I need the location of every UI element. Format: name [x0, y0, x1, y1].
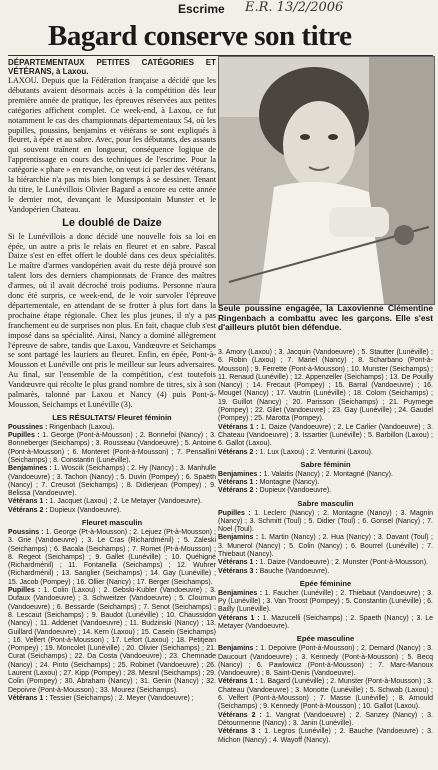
results-line	[8, 498, 216, 506]
results-category-label: Vétérans 1 :	[8, 694, 48, 702]
results-line	[218, 590, 433, 615]
results-text: 1. Colin (Laxou) ; 2. Gebski-Kubler (Vandoeuvre) ; 3. Dufaux (Vandoeuvre) ; 3. Schweitzer (Vandoeuvre) ; 5. Cloumun (Vandoeuvre) ; 6. Bessarde (Seichamps) ; 7. Senot (Seichamps) ; 8. Lescaut (Seichamps) ; 9. Baudot (Lunéville) ; 10. Chaussidon (Nancy) ; 11. Addenet (Vandoeuvre) ; 11. Budzinski (Nancy) ; 13. Guillard (Vandoeuvre) ; 14. Kern (Laxou) ; 15. Casein (Seichamps) ; 16. Velfert (Pont-à-Mousson) ; 17. Lefort (Laxou) ; 18. Petitjean (Pompey) ; 19. Moncolet (Lunéville) ; 20. Olivier (Seichamps) ; 21. Curat (Seichamps) ; 22. Da Costa (Vandoeuvre) ; 23. Chemnade (Nancy) ; 24. Pinto (Seichamps) ; 25. Robinet (Vandoeuvre) ; 26. Laurent (Laxou) ; 27. Kipp (Pompey) ; 28. Mesnil (Seichamps) ; 29. Colin (Pompey) ; 30. Abraham (Nancy) ; 31. Genin (Nancy) ; 32. Depoivre (Pont-à-Mousson) ; 33. Mourez (Seichamps).	[8, 587, 216, 694]
results-category-heading: Sabre masculin	[297, 498, 354, 508]
results-text: Montagne (Nancy).	[259, 479, 320, 487]
results-category-heading: Sabre féminin	[300, 459, 351, 469]
results-text: Tessier (Seichamps) ; 2. Meyer (Vandoeuvre) ;	[49, 694, 194, 702]
results-text: 1. Martin (Nancy) ; 2. Hua (Nancy) ; 3. Davant (Toul) ; 3. Munerol (Nancy) ; 5. Colin (Nancy) ; 6. Bourrel (Lunéville) ; 7. Thiebaut (Nancy).	[218, 534, 433, 559]
photo-caption: Seule poussine engagée, la Laxovienne Clémentine Ringenbach a combattu avec les garçons. Elle s'est d'ailleurs plutôt bien défendue.	[218, 303, 433, 332]
results-category-label: Vétérans 3 :	[218, 567, 258, 575]
results-line	[218, 728, 433, 745]
results-line	[218, 645, 433, 678]
results-text: 1. Leclerc (Nancy) ; 2. Montagne (Nancy) ; 3. Magnin (Nancy) ; 3. Schmitt (Toul) ; 5. Didier (Toul) ; 6. Gonsel (Nancy) ; 7. Noel (Toul).	[218, 509, 433, 534]
results-text: 1. Valaitis (Nancy) ; 2. Montagné (Nancy).	[263, 470, 393, 478]
right-column	[218, 349, 433, 745]
results-line	[8, 424, 216, 432]
results-text: 1. Depoivre (Pont-à-Mousson) ; 2. Demard (Nancy) ; 3. Daucourt (Vandoeuvre) ; 3. Kennedy (Pont-à-Mousson) ; 5. Becq (Nancy) ; 6. Pawlowicz (Pont-à-Mousson) ; 7. Marc-Manoux (Vandoeuvre) ; 8. Saint-Denis (Vandoeuvre).	[218, 645, 433, 678]
results-line	[218, 487, 433, 495]
photo-fencer-child	[218, 56, 435, 305]
results-line	[8, 695, 216, 703]
results-line	[8, 507, 216, 515]
results-line	[8, 465, 216, 498]
results-text: 1. Faucher (Lunéville) ; 2. Thiebaut (Vandoeuvre) ; 3. Py (Lunéville) ; 3. Van Troost (Pompey) ; 5. Constantin (Lunéville) ; 6. Bailly (Lunéville).	[218, 589, 433, 614]
headline: Bagard conserve son titre	[48, 20, 352, 52]
results-category-label: Vétérans 2 :	[218, 448, 258, 456]
results-line	[218, 712, 433, 729]
results-category-label: Pupilles :	[8, 587, 41, 595]
results-line	[218, 479, 433, 487]
results-text: Dupieux (Vandoeuvre).	[49, 506, 122, 514]
results-category-label: Vétérans 2 :	[8, 506, 48, 514]
results-category-heading: Fleuret masculin	[81, 518, 143, 528]
results-line	[218, 424, 433, 449]
results-text: Dupieux (Vandoeuvre).	[259, 487, 332, 495]
results-line	[218, 678, 433, 711]
results-line	[8, 587, 216, 695]
results-text: 1. George (Pont-à-Mousson) ; 2. Bonnefoi (Nancy) ; 3. Bonneberger (Seichamps) ; 3. Rousseau (Vandoeuvre) ; 5. Antoine (Pont-à-Mousson) ; 6. Monteret (Pont-à-Mousson) ; 7. Pensallini (Seichamps) ; 8. Constantin (Lunéville).	[8, 432, 216, 464]
results-category-label: Vétérans 2 :	[218, 711, 262, 719]
results-category-heading: Epée masculine	[296, 634, 355, 644]
results-line	[8, 432, 216, 465]
results-category-label: Vétérans 1 :	[218, 678, 258, 686]
results-list-right	[218, 349, 433, 745]
results-text: 1. Jacquet (Laxou) ; 2. Le Metayer (Vandoeuvre).	[49, 498, 203, 506]
results-category-label: Pupilles :	[8, 432, 40, 440]
results-text: 1. Daize (Vandoeuvre) ; 2. Le Carlier (Vandoeuvre) ; 3. Chateau (Vandoeuvre) ; 3. Issartier (Lunéville) ; 5. Barbillon (Laxou) ; 6. Gallot (Laxou).	[218, 423, 433, 448]
results-category-label: Poussines :	[8, 423, 48, 431]
results-text: 1. Vangrat (Vandoeuvre) ; 2. Sanzey (Nancy) ; 3. Détourmenne (Nancy) ; 3. Janin (Lunéville).	[218, 711, 433, 727]
left-column	[8, 58, 216, 703]
body-paragraph: Si le Lunévillois a donc décidé une nouvelle fois sa loi en épée, un autre a pris le relais en fleuret et en sabre. Pascal Daize s'est en effet offert le doublé dans ces deux spécialités. Le maître d'armes vandopérien avait du reste déjà prouvé son talent lors des derniers championnats de France des maîtres d'armes, où il avait décroché trois podiums. Personne n'aura donc été surpris, ce week-end, de le voir survoler l'épreuve départementale, en attendant de se frotter à plus fort dans la prochaine étape régionale. Chez les plus jeunes, il n'y a pas franchement eu de surprises non plus. En fait, chaque club s'est imposé dans sa spécialité. Ainsi, Nancy a dominé allègrement l'épreuve de sabre, tandis que Laxou, Vandœuvre et Seichamps se sont partagé les lauriers au fleuret. Enfin, en épée, Pont-à-Mousson et Lunéville ont pris le meilleur sur leurs adversaires. Au final, sur l'ensemble de la compétition, c'est toutefois Vandœuvre qui récolte le plus grand nombre de titres, six à son palmarès, talonné par Laxou et Nancy (4) puis Pont-à-Mousson, Seichamps et Lunéville (3).	[8, 231, 216, 409]
handwritten-date-note: E.R. 13/2/2006	[245, 0, 344, 15]
results-line	[8, 529, 216, 587]
results-text: 1. Daize (Vandoeuvre) ; 2. Munster (Pont-à-Mousson).	[259, 559, 428, 567]
results-category-heading: Epée féminine	[299, 578, 352, 588]
subheading: Le doublé de Daize	[62, 216, 162, 229]
results-line	[218, 449, 433, 457]
results-line	[218, 510, 433, 535]
results-line	[218, 559, 433, 567]
results-title: LES RÉSULTATS/ Fleuret féminin	[52, 412, 172, 422]
results-category-label: Vétérans 1 :	[218, 479, 258, 487]
results-category-label: Vétérans 1 :	[218, 614, 260, 622]
results-category-label: Poussins :	[8, 528, 44, 536]
results-line	[218, 568, 433, 576]
results-category-label: Benjamins :	[218, 534, 259, 542]
results-category-label: Benjamins :	[218, 645, 258, 653]
photo-illustration	[219, 57, 434, 304]
results-category-label: Benjamines :	[218, 589, 263, 597]
results-text: 1. Mazucelli (Seichamps) ; 2. Spaeth (Nancy) ; 3. Le Metayer (Vandoeuvre).	[218, 614, 433, 631]
results-category-label: Benjamines :	[218, 470, 262, 478]
results-category-label: Vétérans 1 :	[218, 559, 258, 567]
results-line	[218, 534, 433, 559]
kicker: DÉPARTEMENTAUX PETITES CATÉGORIES ET VÉTÉRANS, à Laxou.	[8, 58, 216, 76]
results-text: 1. Bagard (Lunéville) ; 2. Munster (Pont-à-Mousson) ; 3. Chateau (Vandoeuvre) ; 3. Monotte (Lunéville) ; 5. Schwab (Laxou) ; 6. Velfert (Pont-à-Mousson) ; 7. Masse (Lunéville) ; 8. Arnould (Seichamps) ; 9. Kennedy (Pont-à-Mousson) ; 10. Gallot (Laxou).	[218, 678, 433, 711]
results-text: Bauche (Vandoeuvre).	[259, 567, 330, 575]
results-line	[218, 349, 433, 424]
results-text: 1. Legros (Lunéville) ; 2. Bauche (Vandoeuvre) ; 3. Michon (Nancy) ; 4. Wayoff (Nancy).	[218, 728, 433, 744]
results-category-label: Benjamines :	[8, 465, 52, 473]
results-category-label: Vétérans 1 :	[218, 423, 259, 431]
results-text: 3. Amory (Laxou) ; 3. Jacquin (Vandoeuvre) ; 5. Stautter (Lunéville) ; 6. Robin (Laxou) ; 7. Mariel (Nancy) ; 8. Scharbano (Pont-à-Mousson) ; 9. Ferrette (Pont-à-Mousson) ; 10. Munster (Seichamps) ; 11. Renaud (Lunéville) ; 12. Appenzeller (Seichamps) ; 13. De Pouilly (Nancy) ; 14. Frecaut (Pompey) ; 15. Barral (Vandoeuvre) ; 16. Mouget (Nancy) ; 17. Vautrin (Lunéville) ; 18. Colom (Seichamps) ; 19. Guillot (Nancy) ; 20. Parisson (Seichamps) ; 21. Puymege (Pompey) ; 22. Gilet (Vandoeuvre) ; 23. Gay (Lunéville) ; 24. Gaudel (Pompey) ; 25. Marotta (Pompey).	[218, 349, 433, 423]
results-text: 1. George (Pt-à-Mousson) ; 2. Lejuez (Pt-à-Mousson) ; 3. Grie (Vandoeuvre) ; 3. Le Cras (Richardménil) ; 5. Zaleski (Seichamps) ; 6. Bacala (Seichamps) ; 7. Romet (Pt-à-Mousson) ; 8. Regeot (Seichamps) ; 9. Gallet (Lunéville) ; 10. Quéhigné (Richardménil) ; 11. Fontanella (Seichamps) ; 12. Wuhrer (Richardménil) ; 13. Sanglier (Seichamps) ; 14. Gay (Lunéville) ; 15. Jacob (Pompey) ; 16. Ollier (Nancy) ; 17. Berger (Seichamps).	[8, 528, 216, 586]
results-category-label: Vétérans 1 :	[8, 498, 48, 506]
results-line	[218, 471, 433, 479]
results-text: 1. Lux (Laxou) ; 2. Venturini (Laxou).	[259, 448, 373, 456]
results-category-label: Pupilles :	[218, 509, 251, 517]
results-text: 1. Woscik (Seichamps) ; 2. Hy (Nancy) ; 3. Manhulle (Vandoeuvre) ; 3. Tachon (Nancy) ; 5. Duvin (Pompey) ; 6. Spaëth (Nancy) ; 7. Creusot (Seichamps) ; 8. Didierjean (Pompey) ; 9. Belissa (Vandoeuvre).	[8, 465, 216, 498]
results-category-label: Vétérans 3 :	[218, 728, 261, 736]
results-category-label: Vétérans 2 :	[218, 487, 258, 495]
intro-paragraph: LAXOU. Depuis que la Fédération française a décidé que les débutants avaient désormais accès à la compétition dès leur première année de pratique, les épreuves réservées aux petites catégories affichent complet. Ce week-end, à Laxou, ce fut notamment le cas des championnats départementaux 54, où les pupilles, poussins, benjamins et vétérans se sont expliqués à fleuret, à épée et au sabre. Avec, pour les débutants, des assauts qui souvent traînent en longueur, conséquence logique de l'apprentissage en cours des techniques de l'escrime. Pour la catégorie « phare » en revanche, on veut ici parler des vétérans, la hiérarchie n'a pas mis bien longtemps à se dessiner. Tenant du titre, le Lunévillois Olivier Bagard a encore eu cette année le dernier mot, devançant le Mussipontain Munster et le Vandopérien Chateau.	[8, 76, 216, 214]
results-line	[218, 615, 433, 632]
results-text: Ringenbach (Laxou).	[49, 423, 115, 431]
section-label: Escrime	[178, 2, 225, 16]
results-list-left	[8, 424, 216, 703]
